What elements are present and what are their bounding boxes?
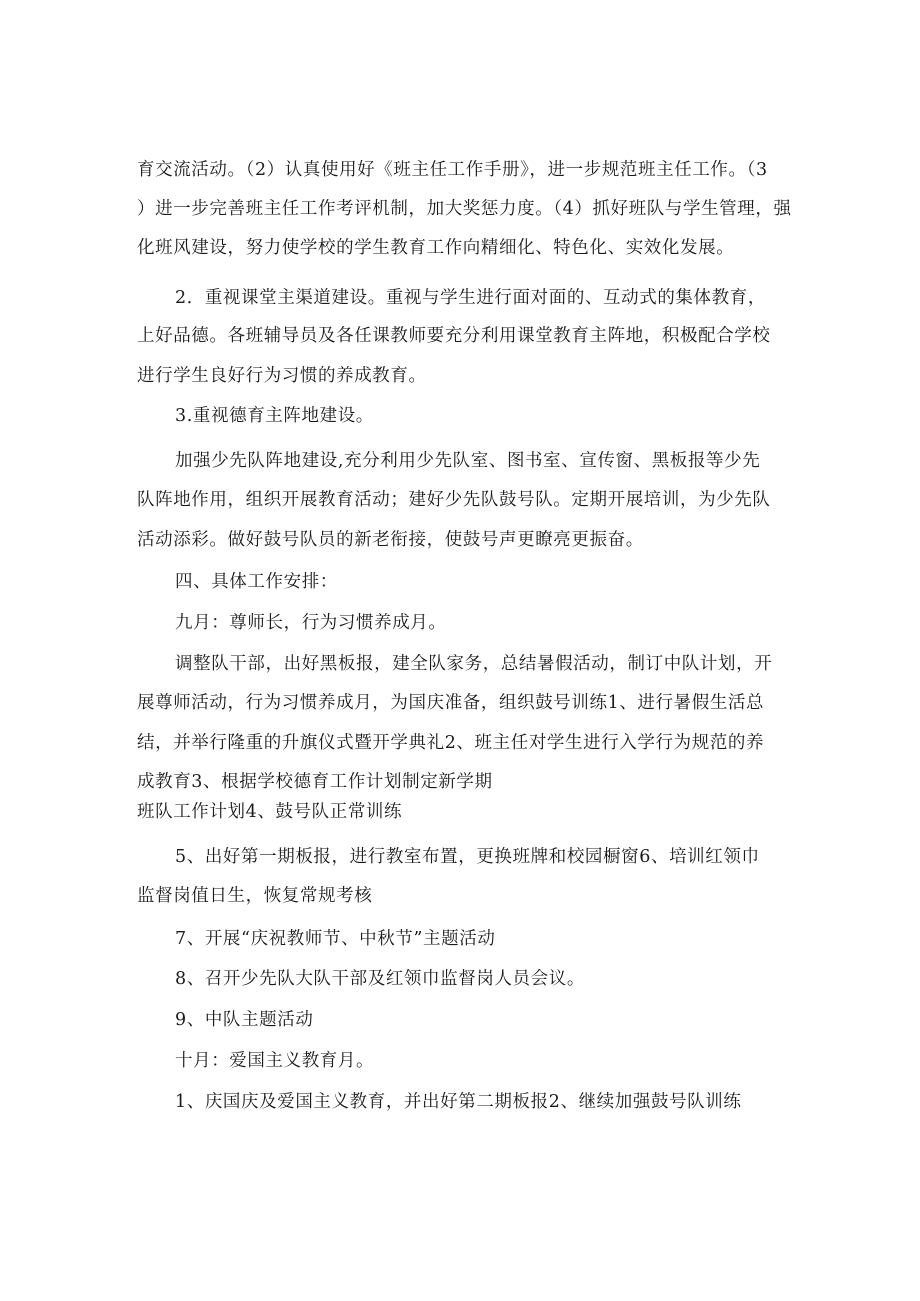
list-item: 8、召开少先队大队干部及红领巾监督岗人员会议。 bbox=[175, 969, 585, 989]
paragraph-line: 上好品德。各班辅导员及各任课教师要充分利用课堂教育主阵地，积极配合学校 bbox=[137, 326, 771, 346]
section-heading: 3.重视德育主阵地建设。 bbox=[175, 406, 374, 426]
paragraph-line: 监督岗值日生，恢复常规考核 bbox=[137, 886, 373, 906]
section-heading: 四、具体工作安排： bbox=[175, 572, 338, 592]
list-item: 9、中队主题活动 bbox=[175, 1010, 314, 1030]
paragraph-line: 化班风建设，努力使学校的学生教育工作向精细化、特色化、实效化发展。 bbox=[137, 238, 735, 258]
month-heading: 九月：尊师长，行为习惯养成月。 bbox=[175, 613, 447, 633]
paragraph-line: ）进一步完善班主任工作考评机制，加大奖惩力度。（4）抓好班队与学生管理，强 bbox=[137, 199, 792, 219]
paragraph-line: 调整队干部，出好黑板报，建全队家务，总结暑假活动，制订中队计划，开 bbox=[175, 654, 773, 674]
paragraph-line: 展尊师活动，行为习惯养成月，为国庆准备，组织鼓号训练1、进行暑假生活总 bbox=[137, 693, 765, 713]
month-heading: 十月：爱国主义教育月。 bbox=[175, 1051, 375, 1071]
list-item: 7、开展“庆祝教师节、中秋节”主题活动 bbox=[175, 929, 496, 949]
paragraph-line: 活动添彩。做好鼓号队员的新老衔接，使鼓号声更瞭亮更振奋。 bbox=[137, 530, 644, 550]
paragraph-line: 成教育3、根据学校德育工作计划制定新学期 bbox=[137, 772, 493, 792]
paragraph-line: 育交流活动。（2）认真使用好《班主任工作手册》，进一步规范班主任工作。（3 bbox=[137, 160, 768, 180]
paragraph-line: 结，并举行隆重的升旗仪式暨开学典礼2、班主任对学生进行入学行为规范的养 bbox=[137, 733, 765, 753]
paragraph-line: 进行学生良好行为习惯的养成教育。 bbox=[137, 366, 427, 386]
list-item: 1、庆国庆及爱国主义教育，并出好第二期板报2、继续加强鼓号队训练 bbox=[175, 1092, 742, 1112]
list-item: 5、出好第一期板报，进行教室布置，更换班牌和校园橱窗6、培训红领巾 bbox=[175, 847, 760, 867]
paragraph-line: 2．重视课堂主渠道建设。重视与学生进行面对面的、互动式的集体教育， bbox=[175, 288, 766, 308]
paragraph-line: 班队工作计划4、鼓号队正常训练 bbox=[137, 802, 403, 822]
paragraph-line: 队阵地作用，组织开展教育活动；建好少先队鼓号队。定期开展培训，为少先队 bbox=[137, 490, 771, 510]
paragraph-line: 加强少先队阵地建设,充分利用少先队室、图书室、宣传窗、黑板报等少先 bbox=[175, 451, 761, 471]
